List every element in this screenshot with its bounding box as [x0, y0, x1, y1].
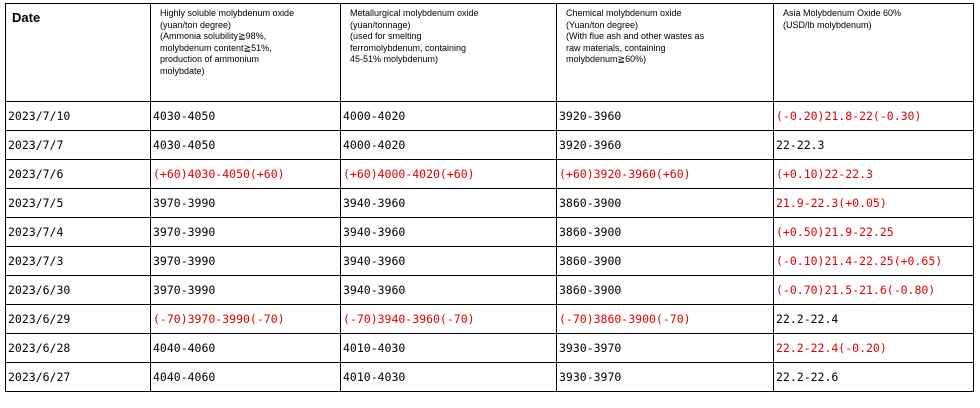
molybdenum-oxide-price-table [5, 3, 974, 392]
asia-price-cell: (+0.10)22-22.3 [774, 160, 974, 189]
table-row [6, 334, 974, 363]
metallurgical-price-cell: 3940-3960 [341, 189, 557, 218]
metallurgical-price-cell: 4000-4020 [341, 102, 557, 131]
date-cell: 2023/7/7 [6, 131, 151, 160]
header-label: Highly soluble molybdenum oxide (yuan/ton degree) (Ammonia solubility≧98%, molybdenum content≧51%, production of ammonium molybdate) [160, 8, 295, 76]
chemical-price-cell: 3860-3900 [557, 189, 774, 218]
chemical-molybdenum-oxide-header [557, 4, 774, 102]
table-row [6, 189, 974, 218]
asia-price-cell: 22.2-22.4(-0.20) [774, 334, 974, 363]
date-cell: 2023/6/30 [6, 276, 151, 305]
chemical-price-cell: 3920-3960 [557, 102, 774, 131]
table-row [6, 276, 974, 305]
metallurgical-price-cell: 3940-3960 [341, 276, 557, 305]
header-label: Chemical molybdenum oxide (Yuan/ton degree) (With flue ash and other wastes as raw materials, containing molybdenum≧60%) [566, 8, 705, 64]
metallurgical-molybdenum-oxide-header [341, 4, 557, 102]
asia-price-cell: 22.2-22.6 [774, 363, 974, 392]
metallurgical-price-cell: 3940-3960 [341, 218, 557, 247]
chemical-price-cell: 3860-3900 [557, 247, 774, 276]
highly-soluble-price-cell: (+60)4030-4050(+60) [151, 160, 341, 189]
table-row [6, 305, 974, 334]
asia-price-cell: (+0.50)21.9-22.25 [774, 218, 974, 247]
asia-price-cell: 21.9-22.3(+0.05) [774, 189, 974, 218]
asia-price-cell: 22-22.3 [774, 131, 974, 160]
metallurgical-price-cell: 4010-4030 [341, 363, 557, 392]
date-cell: 2023/7/10 [6, 102, 151, 131]
highly-soluble-price-cell: 3970-3990 [151, 218, 341, 247]
chemical-price-cell: (-70)3860-3900(-70) [557, 305, 774, 334]
metallurgical-price-cell: 3940-3960 [341, 247, 557, 276]
table-body [6, 102, 974, 392]
header-label: Asia Molybdenum Oxide 60% (USD/lb molybdenum) [783, 8, 902, 30]
highly-soluble-price-cell: 4040-4060 [151, 363, 341, 392]
highly-soluble-price-cell: 4030-4050 [151, 131, 341, 160]
date-column-header: Date [6, 4, 151, 102]
date-cell: 2023/7/5 [6, 189, 151, 218]
date-cell: 2023/7/4 [6, 218, 151, 247]
asia-molybdenum-oxide-header [774, 4, 974, 102]
highly-soluble-price-cell: 3970-3990 [151, 247, 341, 276]
table-row [6, 102, 974, 131]
asia-price-cell: (-0.20)21.8-22(-0.30) [774, 102, 974, 131]
chemical-price-cell: 3860-3900 [557, 218, 774, 247]
table-row [6, 218, 974, 247]
chemical-price-cell: 3920-3960 [557, 131, 774, 160]
date-cell: 2023/7/3 [6, 247, 151, 276]
date-cell: 2023/7/6 [6, 160, 151, 189]
header-label: Metallurgical molybdenum oxide (yuan/tonnage) (used for smelting ferromolybdenum, containing 45-51% molybdenum) [350, 8, 479, 64]
highly-soluble-molybdenum-oxide-header [151, 4, 341, 102]
highly-soluble-price-cell: 3970-3990 [151, 276, 341, 305]
chemical-price-cell: 3930-3970 [557, 363, 774, 392]
date-cell: 2023/6/27 [6, 363, 151, 392]
metallurgical-price-cell: 4010-4030 [341, 334, 557, 363]
metallurgical-price-cell: (-70)3940-3960(-70) [341, 305, 557, 334]
asia-price-cell: (-0.10)21.4-22.25(+0.65) [774, 247, 974, 276]
table-header [6, 4, 974, 102]
chemical-price-cell: (+60)3920-3960(+60) [557, 160, 774, 189]
highly-soluble-price-cell: 3970-3990 [151, 189, 341, 218]
chemical-price-cell: 3930-3970 [557, 334, 774, 363]
table-row [6, 160, 974, 189]
header-row [6, 4, 974, 102]
date-cell: 2023/6/28 [6, 334, 151, 363]
asia-price-cell: (-0.70)21.5-21.6(-0.80) [774, 276, 974, 305]
chemical-price-cell: 3860-3900 [557, 276, 774, 305]
metallurgical-price-cell: (+60)4000-4020(+60) [341, 160, 557, 189]
highly-soluble-price-cell: (-70)3970-3990(-70) [151, 305, 341, 334]
asia-price-cell: 22.2-22.4 [774, 305, 974, 334]
date-cell: 2023/6/29 [6, 305, 151, 334]
table-row [6, 247, 974, 276]
table-row [6, 131, 974, 160]
highly-soluble-price-cell: 4030-4050 [151, 102, 341, 131]
highly-soluble-price-cell: 4040-4060 [151, 334, 341, 363]
metallurgical-price-cell: 4000-4020 [341, 131, 557, 160]
table-row [6, 363, 974, 392]
